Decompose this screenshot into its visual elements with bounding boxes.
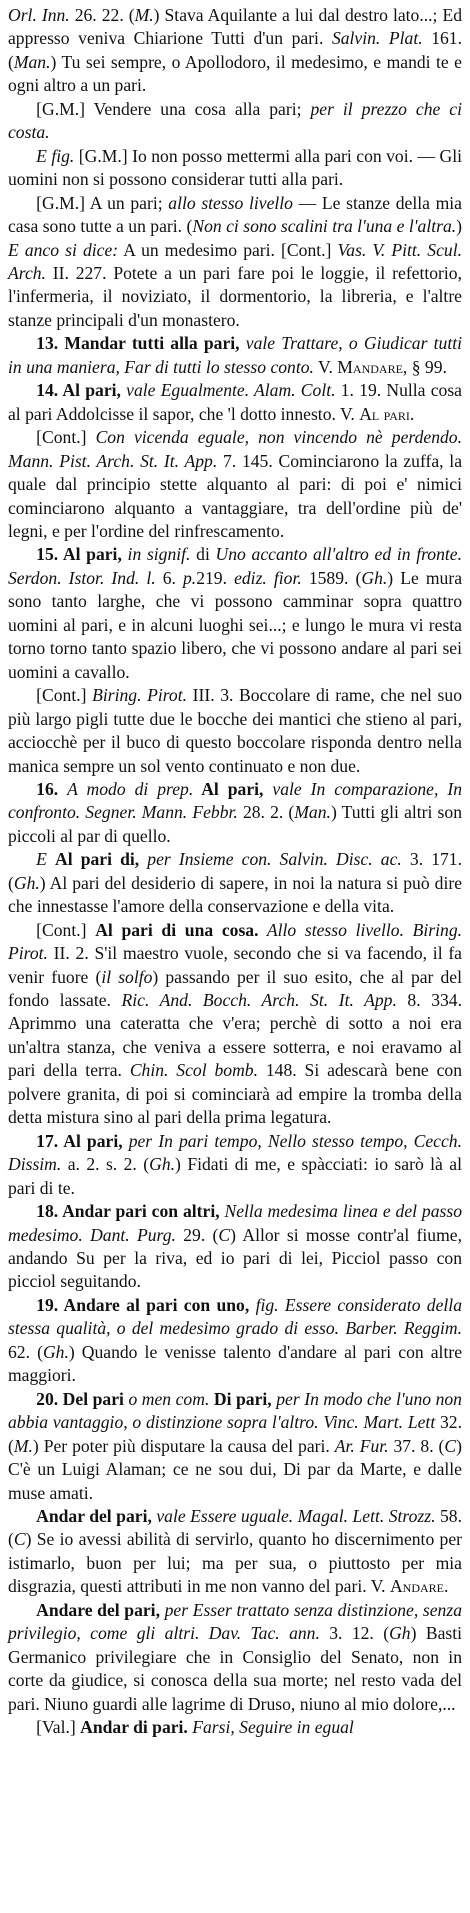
entry-italic-text: Ric. And. Bocch. Arch. St. It. App. (121, 990, 397, 1011)
entry-text: 37. 8. ( (388, 1435, 445, 1456)
entry-paragraph (8, 848, 462, 918)
entry-italic-text: Gh. (13, 872, 40, 893)
entry-italic-text: vale In comparazione, In confronto. Segner. Mann. Febbr. (8, 778, 463, 823)
entry-paragraph (8, 98, 462, 145)
entry-italic-text: C (444, 1435, 457, 1456)
entry-text: 8. 334. Aprimmo una cateratta che v'era; perchè di sotto a noi era un'altra stanza, che veniva a essere sotterra, e noi eravamo al pari della terra. (8, 990, 462, 1081)
entry-text: ) Quando le venisse talento d'andare al pari con altre maggiori. (8, 1341, 462, 1386)
entry-italic-text: M. (13, 1435, 33, 1456)
entry-paragraph (8, 192, 462, 333)
entry-text: [G.M.] Vendere una cosa alla pari; (36, 98, 311, 119)
entry-italic-text: vale Trattare, o Giudicar tutti in una maniera, Far di tutti lo stesso conto. (8, 333, 462, 377)
entry-italic-text: per il prezzo che ci costa. (8, 98, 462, 143)
entry-text: 161. ( (8, 28, 462, 72)
entry-italic-text: allo stesso livello (168, 192, 293, 213)
entry-text: ) Al pari del desiderio di sapere, in noi la natura si può dire che innestasse l'amore della conservazione e della vita. (8, 872, 462, 917)
entry-italic-text: per In modo che l'uno non abbia vantaggio, o distinzione sopra l'altro. Vinc. Mart. Lett (8, 1388, 462, 1433)
entry-headword: Di pari, (209, 1388, 272, 1409)
entry-text: III. 3. Boccolare di rame, che nel suo più largo pigli tutte due le bocche dei mantici che stieno al pari, acciocchè per il buco di questo boccolare risponda dentro nella manica sempre un sol vento continuato e non due. (8, 685, 462, 776)
entry-italic-text: fig. Essere considerato della stessa qualità, o del medesimo grado di esso. Barber. Reggim. (8, 1294, 462, 1339)
entry-text: V. (313, 356, 338, 377)
entry-italic-text: Vas. V. Pitt. Scul. Arch. (8, 239, 462, 283)
entry-text: ) Tu sei sempre, o Apollodoro, il medesimo, e mandi te e ogni altro a un pari. (8, 51, 462, 96)
entry-text: ) Per poter più disputare la causa del pari. (32, 1435, 335, 1456)
entry-headword: Al pari di, (55, 849, 140, 870)
entry-headword: 17. Al pari, (36, 1130, 123, 1151)
entry-text: ) Se io avessi abilità di servirlo, quanto ho discernimento per istimarlo, buon per lui; ma per sua, o piuttosto per mia disgrazia, questi attributi in me non vanno del pari. V. (8, 1529, 462, 1597)
entry-headword: 13. (36, 333, 65, 354)
entry-text: [Cont.] (36, 685, 93, 706)
entry-headword: Andar di pari. (80, 1717, 188, 1738)
entry-text: . (444, 1576, 449, 1597)
entry-italic-text: p. (183, 567, 197, 588)
entry-text: 29. ( (175, 1224, 219, 1245)
entry-italic-text: Man. (13, 51, 51, 72)
entry-paragraph (8, 1388, 462, 1505)
entry-italic-text: Gh. (361, 567, 388, 588)
entry-paragraph (8, 379, 462, 426)
entry-paragraph (8, 426, 462, 543)
entry-text: 219. (196, 567, 235, 588)
entry-italic-text: Gh (389, 1623, 411, 1644)
entry-italic-text: M. (134, 5, 154, 25)
entry-text: Andare (389, 1576, 444, 1597)
entry-italic-text: Gh. (149, 1154, 176, 1175)
entry-text: II. 2. S'il maestro vuole, secondo che si va facendo, il fa venir fuore ( (8, 943, 462, 987)
entry-headword: Andar del pari, (36, 1506, 152, 1526)
entry-italic-text: E fig. (36, 145, 75, 166)
entry-paragraph (8, 332, 462, 379)
entry-text: II. 227. Potete a un pari fare poi le loggie, il refettorio, l'infermeria, il noviziato, il dormentorio, la libreria, e l'altre stanze principali d'un monastero. (8, 262, 462, 330)
entry-text: — Le stanze della mia casa sono tutte a un pari. ( (8, 192, 462, 237)
entry-italic-text: C (13, 1529, 26, 1550)
entry-paragraph (8, 919, 462, 1130)
entry-text: 7. 145. Cominciarono la zuffa, la quale dal principio stette alquanto al pari: di poi e' nimici cominciarono alquanto a vantaggiare, tra dell'ordine più de' legni, e per l'ordine del rinfrescamento. (8, 450, 463, 541)
entry-text: Al pari (359, 403, 410, 424)
entry-italic-text: A modo di prep. (67, 778, 194, 799)
entry-italic-text: Chin. Scol bomb. (129, 1060, 258, 1081)
entry-italic-text: Farsi, Seguire in egual (187, 1717, 354, 1738)
entry-italic-text: Orl. Inn. (8, 5, 70, 25)
entry-text: [Val.] (36, 1717, 81, 1738)
entry-italic-text: Con vicenda eguale, non vincendo nè perdendo. Mann. Pist. Arch. St. It. App. (8, 427, 462, 471)
entry-text: a. 2. s. 2. ( (61, 1154, 150, 1175)
entry-italic-text: E (36, 849, 56, 870)
entry-text: 28. 2. ( (237, 802, 295, 823)
entry-text: [Cont.] (36, 919, 96, 940)
entry-headword: Mandar tutti alla pari, (64, 333, 240, 354)
entry-headword: 15. Al pari, (36, 544, 122, 565)
entry-text: 1. 19. Nulla cosa al pari Addolcisse il sapor, che 'l dotto innesto. V. (8, 380, 462, 424)
entry-text: 26. 22. ( (69, 5, 135, 25)
entry-headword: 18. Andar pari con altri, (36, 1201, 220, 1222)
entry-paragraph (8, 1200, 462, 1294)
entry-text: ) Allor si mosse contr'al fiume, andando Su per la riva, ed io pari di lei, Picciol passo con picciol seguitando. (8, 1224, 462, 1292)
entry-text: ) Le mura sono tanto larghe, che vi possono camminar sopra quattro uomini al pari, e in alcuni luoghi sei...; e lungo le mura vi resta torno torno tanto spazio libero, che vi possono andare al pari sei uomini a cavallo. (8, 567, 462, 682)
entry-paragraph (8, 1130, 462, 1200)
entry-text: ) Tutti gli altri son piccoli al par di quello. (8, 802, 462, 846)
entry-italic-text: Nella medesima linea e del passo medesimo. Dant. Purg. (8, 1201, 462, 1245)
entry-italic-text: ediz. fior. (234, 567, 302, 588)
entry-headword: 19. Andare al pari con uno, (36, 1294, 250, 1315)
entry-text: 148. Si adescarà bene con polvere granita, di poi si cominciarà ad empire la tromba della detta mistura sino al pari della prima legatura. (8, 1060, 462, 1128)
entry-text: di (190, 544, 216, 565)
entry-paragraph (8, 543, 462, 684)
entry-text: [G.M.] A un pari; (36, 192, 169, 213)
entry-text: [Cont.] (36, 427, 96, 448)
entry-paragraph (8, 1716, 462, 1739)
entry-italic-text: vale Essere uguale. Magal. Lett. Strozz. (151, 1506, 436, 1526)
entry-text: 3. 171. ( (8, 849, 462, 893)
entry-text: 1589. ( (301, 567, 362, 588)
entry-headword: 14. Al pari, (36, 380, 121, 401)
entry-text: 3. 12. ( (319, 1623, 390, 1644)
entry-italic-text: Ar. Fur. (334, 1435, 389, 1456)
entry-headword: 16. (36, 778, 68, 799)
entry-text: ) Fidati di me, e spàcciati: io sarò là al pari di te. (8, 1154, 462, 1198)
entry-paragraph (8, 1294, 462, 1388)
entry-italic-text: in signif. (121, 544, 191, 565)
entry-text: , § 99. (402, 356, 447, 377)
entry-headword: 20. Del pari (36, 1388, 124, 1409)
entry-paragraph (8, 4, 462, 98)
entry-text: A un medesimo pari. [Cont.] (118, 239, 338, 260)
entry-paragraph (8, 778, 462, 848)
entry-text: ) C'è un Luigi Alaman; ce ne sou dui, Di par da Marte, e dalle muse amati. (8, 1435, 462, 1503)
entry-text: 62. ( (8, 1341, 43, 1362)
entry-headword: Andare del pari, (36, 1599, 160, 1620)
entry-paragraph (8, 1505, 462, 1599)
entry-italic-text: Salvin. Plat. (331, 28, 423, 49)
entry-italic-text: E anco si dice: (8, 239, 119, 260)
entry-italic-text: per Insieme con. Salvin. Disc. ac. (139, 849, 402, 870)
entry-text: [G.M.] Io non posso mettermi alla pari con voi. — Gli uomini non si possono considerar tutti alla pari. (8, 145, 462, 190)
entry-text: 32. ( (8, 1412, 463, 1456)
entry-paragraph (8, 1599, 462, 1716)
entry-text: ) Basti Germanico privilegiare che in Consiglio del Senato, non in corte da giudice, si conosca della sua morte; nel resto vada del pari. Niuno guardi alle lagrime di Druso, niuno al mio dolore,... (8, 1623, 463, 1714)
entry-text: ) (456, 216, 462, 237)
entry-italic-text: per Esser trattato senza distinzione, senza privilegio, come gli altri. Dav. Tac. ann. (8, 1599, 462, 1644)
entry-italic-text: o men com. (123, 1388, 210, 1409)
entry-headword: Al pari, (193, 778, 264, 799)
entry-text: ) passando per il suo esito, che al par del fondo lassate. (8, 966, 462, 1011)
entry-italic-text: per In pari tempo, Nello stesso tempo, Cecch. Dissim. (8, 1130, 462, 1175)
entry-paragraph (8, 145, 462, 192)
entry-italic-text: Non ci sono scalini tra l'una e l'altra. (192, 216, 457, 237)
entry-italic-text: Uno accanto all'altro ed in fronte. Serdon. Istor. Ind. l. (8, 544, 462, 588)
entry-italic-text: Gh. (42, 1341, 69, 1362)
entry-italic-text: Allo stesso livello. Biring. Pirot. (8, 919, 463, 964)
entry-text: Mandare (337, 356, 403, 377)
entry-text: 58. ( (8, 1506, 462, 1550)
entry-text: ) Stava Aquilante a lui dal destro lato...; Ed appresso veniva Chiarione Tutti d'un pari. (8, 5, 462, 49)
entry-italic-text: C (218, 1224, 231, 1245)
entry-italic-text: il solfo (101, 966, 153, 987)
entry-italic-text: vale Egualmente. Alam. Colt. (120, 380, 336, 401)
entry-italic-text: Biring. Pirot. (92, 685, 187, 706)
entry-text: . (409, 403, 415, 424)
entry-headword: Al pari di una cosa. (95, 919, 259, 940)
entry-paragraph (8, 684, 462, 778)
entry-text: 6. (155, 567, 183, 588)
entry-italic-text: Man. (294, 802, 331, 823)
